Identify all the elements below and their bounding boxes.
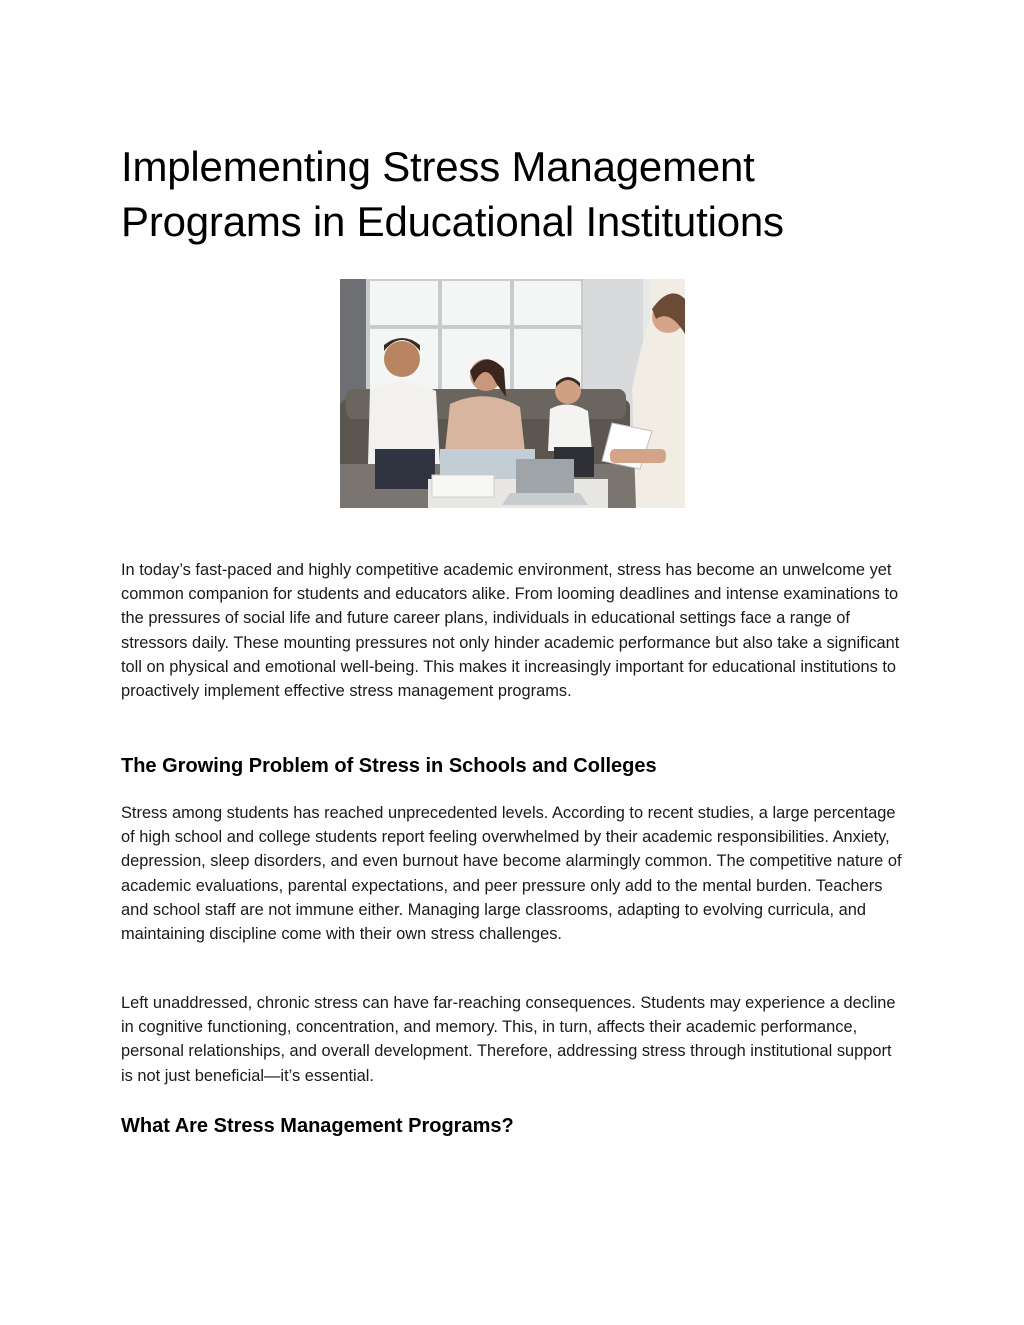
growing-problem-paragraph-2: Left unaddressed, chronic stress can have far-reaching consequences. Students may experience a decline in cognitive functioning, concentration, and memory. This, in turn, affects their academic performance, personal relationships, and overall development. Therefore, addressing stress through institutional support is not just beneficial—it’s essential. — [121, 994, 896, 1085]
document-title: Implementing Stress Management Programs in Educational Institutions — [121, 143, 784, 245]
heading-growing-problem: The Growing Problem of Stress in Schools and Colleges — [121, 755, 657, 777]
intro-paragraph: In today’s fast-paced and highly competitive academic environment, stress has become an unwelcome yet common companion for students and educators alike. From looming deadlines and intense examinations to the pressures of social life and future career plans, individuals in educational settings face a range of stressors daily. These mounting pressures not only hinder academic performance but also take a significant toll on physical and emotional well-being. This makes it increasingly important for educational institutions to proactively implement effective stress management programs. — [121, 561, 900, 701]
counseling-session-photo — [340, 279, 685, 508]
growing-problem-paragraph-1: Stress among students has reached unprecedented levels. According to recent studies, a large percentage of high school and college students report feeling overwhelmed by their academic responsibilities. Anxiety, depression, sleep disorders, and even burnout have become alarmingly common. The competitive nature of academic evaluations, parental expectations, and peer pressure only add to the mental burden. Teachers and school staff are not immune either. Managing large classrooms, adapting to evolving curricula, and maintaining discipline come with their own stress challenges. — [121, 804, 902, 944]
heading-what-are-programs: What Are Stress Management Programs? — [121, 1115, 514, 1137]
